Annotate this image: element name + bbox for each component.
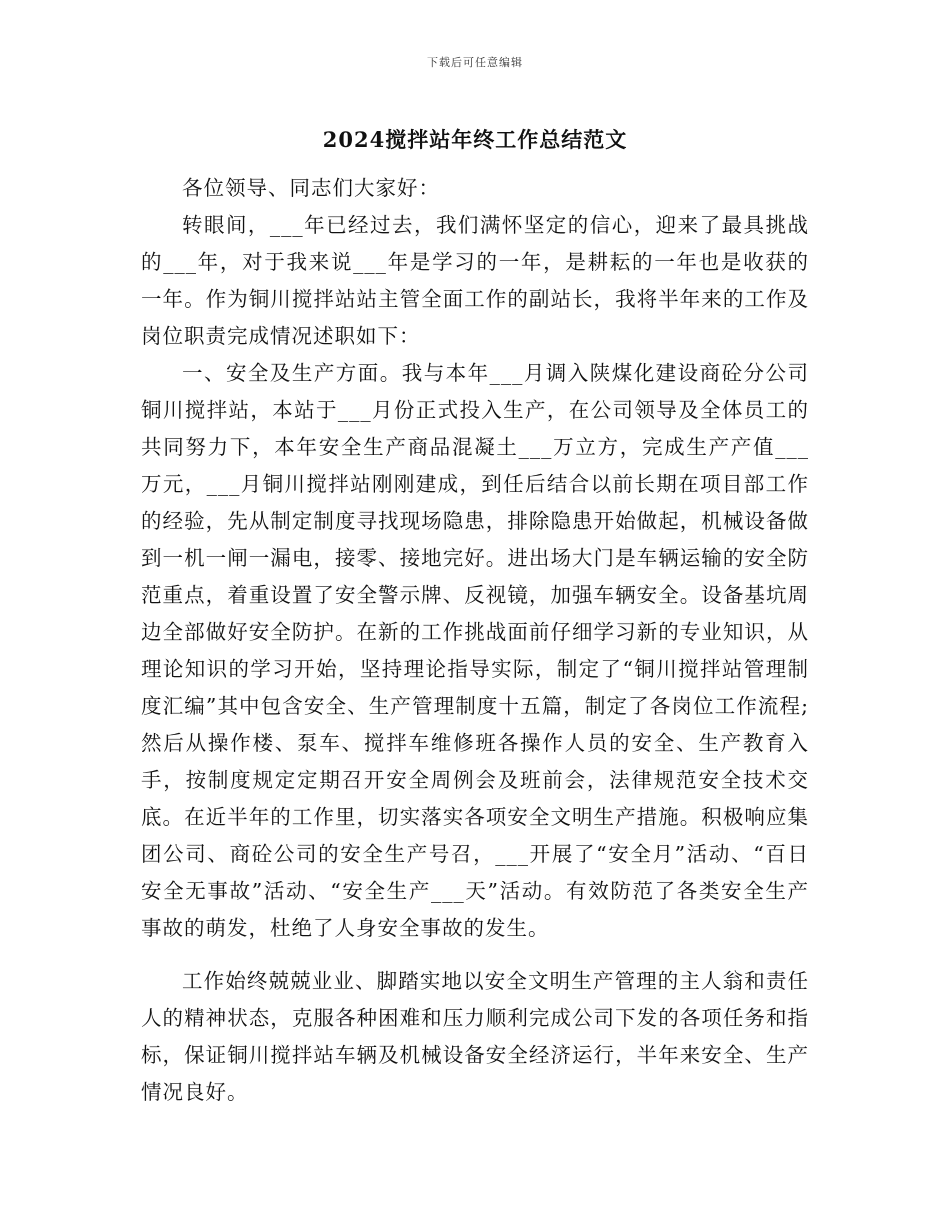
header-note: 下载后可任意编辑: [427, 56, 523, 69]
intro-paragraph: 转眼间，___年已经过去，我们满怀坚定的信心，迎来了最具挑战的___年，对于我来说___年是学习的一年，是耕耘的一年也是收获的一年。作为铜川搅拌站站主管全面工作的副站长，我将半年来的工作及岗位职责完成情况述职如下：: [141, 213, 809, 348]
document-body: [141, 170, 809, 1111]
safety-production-paragraph: 一、安全及生产方面。我与本年___月调入陕煤化建设商砼分公司铜川搅拌站，本站于___月份正式投入生产，在公司领导及全体员工的共同努力下，本年安全生产商品混凝土___万立方，完成生产产值___万元，___月铜川搅拌站刚刚建成，到任后结合以前长期在项目部工作的经验，先从制定制度寻找现场隐患，排除隐患开始做起，机械设备做到一机一闸一漏电，接零、接地完好。进出场大门是车辆运输的安全防范重点，着重设置了安全警示牌、反视镜，加强车辆安全。设备基坑周边全部做好安全防护。在新的工作挑战面前仔细学习新的专业知识，从理论知识的学习开始，坚持理论指导实际，制定了“铜川搅拌站管理制度汇编”其中包含安全、生产管理制度十五篇，制定了各岗位工作流程;然后从操作楼、泵车、搅拌车维修班各操作人员的安全、生产教育入手，按制度规定定期召开安全周例会及班前会，法律规范安全技术交底。在近半年的工作里，切实落实各项安全文明生产措施。积极响应集团公司、商砼公司的安全生产号召，___开展了“安全月”活动、“百日安全无事故”活动、“安全生产___天”活动。有效防范了各类安全生产事故的萌发，杜绝了人身安全事故的发生。: [141, 361, 809, 940]
work-attitude-paragraph: 工作始终兢兢业业、脚踏实地以安全文明生产管理的主人翁和责任人的精神状态，克服各种困难和压力顺利完成公司下发的各项任务和指标，保证铜川搅拌站车辆及机械设备安全经济运行，半年来安全、生产情况良好。: [141, 969, 809, 1104]
greeting-paragraph: 各位领导、同志们大家好：: [182, 176, 440, 200]
document-title: 2024搅拌站年终工作总结范文: [322, 127, 628, 152]
